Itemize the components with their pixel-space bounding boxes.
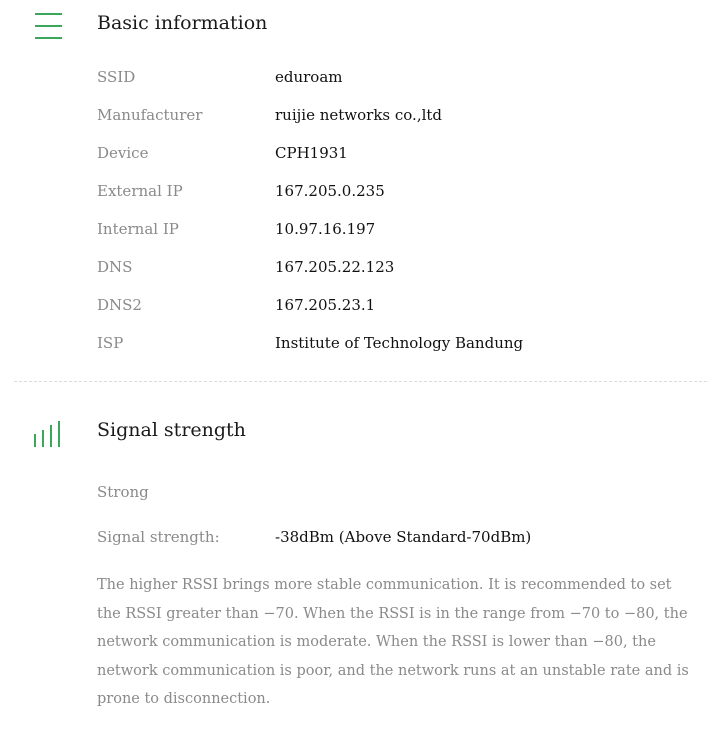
signal-bars-icon bbox=[34, 421, 64, 447]
info-row-dns bbox=[97, 258, 697, 296]
info-list bbox=[97, 68, 697, 372]
signal-strength-value: -38dBm (Above Standard-70dBm) bbox=[275, 528, 532, 546]
menu-icon[interactable] bbox=[35, 13, 63, 41]
info-label: ISP bbox=[97, 334, 124, 352]
info-row-manufacturer bbox=[97, 106, 697, 144]
info-label: Device bbox=[97, 144, 149, 162]
section-divider bbox=[14, 381, 707, 382]
info-row-external-ip bbox=[97, 182, 697, 220]
basic-information-title: Basic information bbox=[97, 12, 268, 34]
info-value: ruijie networks co.,ltd bbox=[275, 106, 443, 124]
info-label: Manufacturer bbox=[97, 106, 203, 124]
info-row-internal-ip bbox=[97, 220, 697, 258]
info-value: 167.205.22.123 bbox=[275, 258, 395, 276]
signal-level-text: Strong bbox=[97, 483, 149, 501]
info-value: Institute of Technology Bandung bbox=[275, 334, 524, 352]
info-label: DNS bbox=[97, 258, 133, 276]
info-row-isp bbox=[97, 334, 697, 372]
info-value: CPH1931 bbox=[275, 144, 348, 162]
info-label: External IP bbox=[97, 182, 183, 200]
info-label: Internal IP bbox=[97, 220, 179, 238]
info-value: 167.205.23.1 bbox=[275, 296, 376, 314]
info-row-ssid bbox=[97, 68, 697, 106]
signal-description: The higher RSSI brings more stable communication. It is recommended to set the RSSI greater than −70. When the RSSI is in the range from −70 to −80, the network communication is moderate. When the RSSI is lower than −80, the network communication is poor, and the network runs at an unstable rate and is prone to disconnection. bbox=[97, 577, 689, 707]
info-row-device bbox=[97, 144, 697, 182]
signal-strength-label: Signal strength: bbox=[97, 528, 220, 546]
signal-strength-title: Signal strength bbox=[97, 419, 246, 441]
info-value: 167.205.0.235 bbox=[275, 182, 385, 200]
info-label: SSID bbox=[97, 68, 136, 86]
info-label: DNS2 bbox=[97, 296, 142, 314]
info-value: 10.97.16.197 bbox=[275, 220, 376, 238]
info-value: eduroam bbox=[275, 68, 343, 86]
info-row-dns2 bbox=[97, 296, 697, 334]
